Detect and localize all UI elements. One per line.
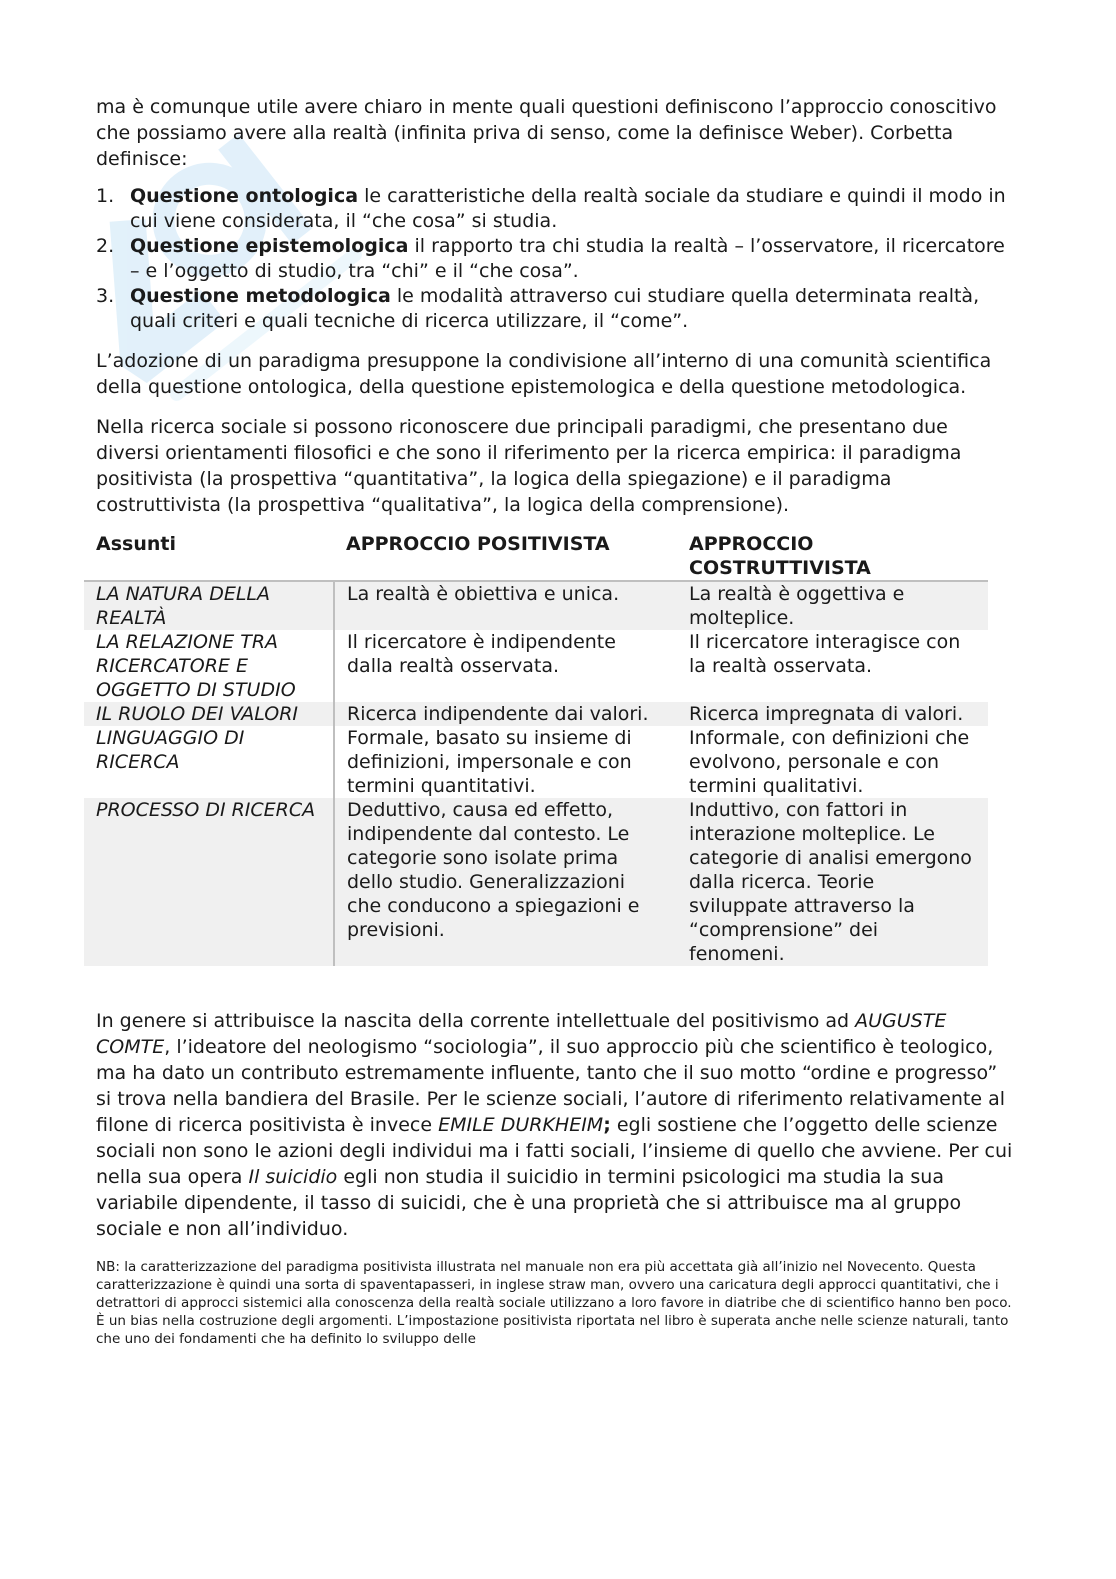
list-item-text: le modalità attraverso cui studiare quella determinata realtà, quali criteri e quali tecniche di ricerca utilizzare, il “come”. (130, 285, 980, 332)
paradigm-comparison-table (84, 532, 988, 966)
table-header-row (84, 532, 988, 581)
questions-list (96, 184, 1016, 334)
intro-paragraph: ma è comunque utile avere chiaro in mente quali questioni definiscono l’approccio conoscitivo che possiamo avere alla realtà (infinita priva di senso, come la definisce Weber). Corbetta definisce: (96, 96, 997, 170)
list-item-term: Questione metodologica (130, 285, 391, 307)
table-cell: LA NATURA DELLA REALTÀ (84, 581, 334, 630)
list-item-term: Questione ontologica (130, 185, 359, 207)
work-title: Il suicidio (248, 1166, 338, 1188)
table-cell: Il ricercatore è indipendente dalla realtà osservata. (347, 631, 616, 677)
table-cell: Induttivo, con fattori in interazione molteplice. Le categorie di analisi emergono dalla ricerca. Teorie sviluppate attraverso la “comprensione” dei fenomeni. (677, 798, 988, 966)
table-cell: Deduttivo, causa ed effetto, indipendente dal contesto. Le categorie sono isolate prima dello studio. Generalizzazioni che conducono a spiegazioni e previsioni. (334, 798, 677, 966)
list-item: 2. Questione epistemologica il rapporto tra chi studia la realtà – l’osservatore, il ricercatore – e l’oggetto di studio, tra “chi” e il “che cosa”. (96, 235, 1005, 282)
table-cell: PROCESSO DI RICERCA (84, 798, 334, 966)
table-header: Assunti (84, 532, 334, 581)
social-research-paragraph: Nella ricerca sociale si possono riconoscere due principali paradigmi, che presentano due diversi orientamenti filosofici e che sono il riferimento per la ricerca empirica: il paradigma positivista (la prospettiva “quantitativa”, la logica della spiegazione) e il paradigma costruttivista (la prospettiva “qualitativa”, la logica della comprensione). (96, 416, 962, 516)
table-header: APPROCCIO COSTRUTTIVISTA (677, 532, 988, 581)
list-item: 1. Questione ontologica le caratteristiche della realtà sociale da studiare e quindi il modo in cui viene considerata, il “che cosa” si studia. (96, 185, 1006, 232)
table-cell: Formale, basato su insieme di definizioni, impersonale e con termini quantitativi. (347, 727, 632, 797)
positivism-paragraph: In genere si attribuisce la nascita della corrente intellettuale del positivismo ad AUGUSTE COMTE, l’ideatore del neologismo “sociologia”, il suo approccio più che scientifico è teologico, ma ha dato un contributo estremamente influente, tanto che il suo motto “ordine e progresso” si trova nella bandiera del Brasile. Per le scienze sociali, l’autore di riferimento relativamente al filone di ricerca positivista è invece EMILE DURKHEIM; egli sostiene che l’oggetto delle scienze sociali non sono le azioni degli individui ma i fatti sociali, l’insieme di quello che avviene. Per cui nella sua opera Il suicidio egli non studia il suicidio in termini psicologici ma studia la sua variabile dipendente, il tasso di suicidi, che è una proprietà che si attribuisce ma al gruppo sociale e non all’individuo. (96, 1010, 1013, 1240)
author-durkheim: EMILE DURKHEIM (438, 1114, 604, 1136)
table-cell: Ricerca indipendente dai valori. (334, 702, 677, 726)
table-row (84, 798, 988, 966)
table-row (84, 581, 988, 630)
list-item-text: le caratteristiche della realtà sociale da studiare e quindi il modo in cui viene considerata, il “che cosa” si studia. (130, 185, 1006, 232)
table-cell: La realtà è obiettiva e unica. (334, 581, 677, 630)
list-item: 3. Questione metodologica le modalità attraverso cui studiare quella determinata realtà, quali criteri e quali tecniche di ricerca utilizzare, il “come”. (96, 285, 980, 332)
list-item-term: Questione epistemologica (130, 235, 409, 257)
table-cell: Il ricercatore interagisce con la realtà osservata. (689, 631, 961, 677)
table-cell: LINGUAGGIO DI RICERCA (84, 726, 334, 798)
table-cell: LA RELAZIONE TRA RICERCATORE E OGGETTO DI STUDIO (84, 630, 334, 702)
list-item-text: il rapporto tra chi studia la realtà – l’osservatore, il ricercatore – e l’oggetto di studio, tra “chi” e il “che cosa”. (130, 235, 1005, 282)
paradigm-paragraph: L’adozione di un paradigma presuppone la condivisione all’interno di una comunità scientifica della questione ontologica, della questione epistemologica e della questione metodologica. (96, 350, 992, 398)
table-row (84, 630, 988, 702)
table-header: APPROCCIO POSITIVISTA (334, 532, 677, 581)
document-page (96, 94, 1016, 1348)
table-cell: Ricerca impregnata di valori. (677, 702, 988, 726)
footnote: NB: la caratterizzazione del paradigma positivista illustrata nel manuale non era più accettata già all’inizio nel Novecento. Questa caratterizzazione è quindi una sorta di spaventapasseri, in inglese straw man, ovvero una caricatura degli approcci quantitativi, che i detrattori di approcci sistemici alla conoscenza della realtà sociale utilizzano a loro favore in diatribe che di scientifico hanno ben poco. È un bias nella costruzione degli argomenti. L’impostazione positivista riportata nel libro è superata anche nelle scienze naturali, tanto che uno dei fondamenti che ha definito lo sviluppo delle (96, 1259, 1012, 1347)
table-row (84, 726, 988, 798)
author-comte: AUGUSTE COMTE (96, 1010, 947, 1058)
table-cell: Informale, con definizioni che evolvono, personale e con termini qualitativi. (689, 727, 970, 797)
table-row (84, 702, 988, 726)
table-cell: IL RUOLO DEI VALORI (84, 702, 334, 726)
table-cell: La realtà è oggettiva e molteplice. (677, 581, 988, 630)
